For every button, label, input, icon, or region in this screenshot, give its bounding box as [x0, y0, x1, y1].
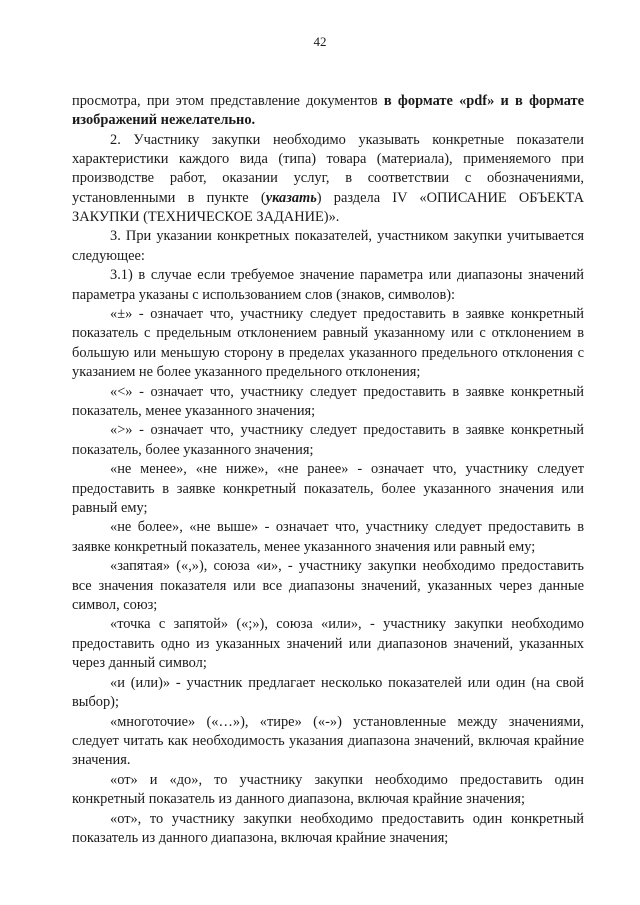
- paragraph-from: «от», то участнику закупки необходимо предоставить один конкретный показатель из данного диапазона, включая крайние значения;: [72, 810, 584, 846]
- paragraph-not-less: «не менее», «не ниже», «не ранее» - означает что, участнику следует предоставить в заявке конкретный показатель, более указанного значения или равный ему;: [72, 461, 584, 516]
- paragraph-format-note: [72, 92, 584, 130]
- paragraph-from-to: «от» и «до», то участнику закупки необходимо предоставить один конкретный показатель из данного диапазона, включая крайние значения;: [72, 771, 584, 807]
- paragraph-text: ) раздела IV «ОПИСАНИЕ ОБЪЕКТА ЗАКУПКИ (ТЕХНИЧЕСКОЕ ЗАДАНИЕ)».: [72, 189, 584, 225]
- paragraph-comma: «запятая» («,»), союза «и», - участнику закупки необходимо предоставить все значения показателя или все диапазоны значений, указанных через данные символ, союз;: [72, 558, 584, 613]
- paragraph-plus-minus: «±» - означает что, участнику следует предоставить в заявке конкретный показатель с предельным отклонением равный указанному или с отклонением в большую или меньшую сторону в пределах указанного предельного отклонения с указанием не более указанного предельного отклонения;: [72, 306, 584, 380]
- paragraph-and-or: «и (или)» - участник предлагает несколько показателей или один (на свой выбор);: [72, 674, 584, 710]
- paragraph-item-3-1: 3.1) в случае если требуемое значение параметра или диапазоны значений параметра указаны с использованием слов (знаков, символов):: [72, 267, 584, 303]
- document-body: [72, 92, 584, 848]
- paragraph-text: 2. Участнику закупки необходимо указывать конкретные показатели характеристики каждого вида (типа) товара (материала), применяемого при производстве работ, оказании услуг, в соответствии с обозначениями, установленными в пункте (: [72, 131, 584, 206]
- paragraph-not-more: «не более», «не выше» - означает что, участнику следует предоставить в заявке конкретный показатель, менее указанного значения или равный ему;: [72, 519, 584, 555]
- bold-phrase: в формате «pdf» и в формате изображений нежелательно.: [72, 93, 584, 129]
- paragraph-item-2: [72, 131, 584, 227]
- bold-italic-phrase: указать: [265, 189, 317, 206]
- paragraph-semicolon: «точка с запятой» («;»), союза «или», - участнику закупки необходимо предоставить одно из указанных значений или диапазонов значений, указанных через данный символ;: [72, 616, 584, 671]
- paragraph-item-3: 3. При указании конкретных показателей, участником закупки учитывается следующее:: [72, 228, 584, 264]
- paragraph-text: просмотра, при этом представление документов: [72, 93, 384, 109]
- paragraph-ellipsis-dash: «многоточие» («…»), «тире» («-») установленные между значениями, следует читать как необходимость указания диапазона значений, включая крайние значения.: [72, 713, 584, 768]
- page-number: 42: [313, 34, 327, 49]
- paragraph-greater-than: «>» - означает что, участнику следует предоставить в заявке конкретный показатель, более указанного значения;: [72, 422, 584, 458]
- paragraph-less-than: «<» - означает что, участнику следует предоставить в заявке конкретный показатель, менее указанного значения;: [72, 383, 584, 419]
